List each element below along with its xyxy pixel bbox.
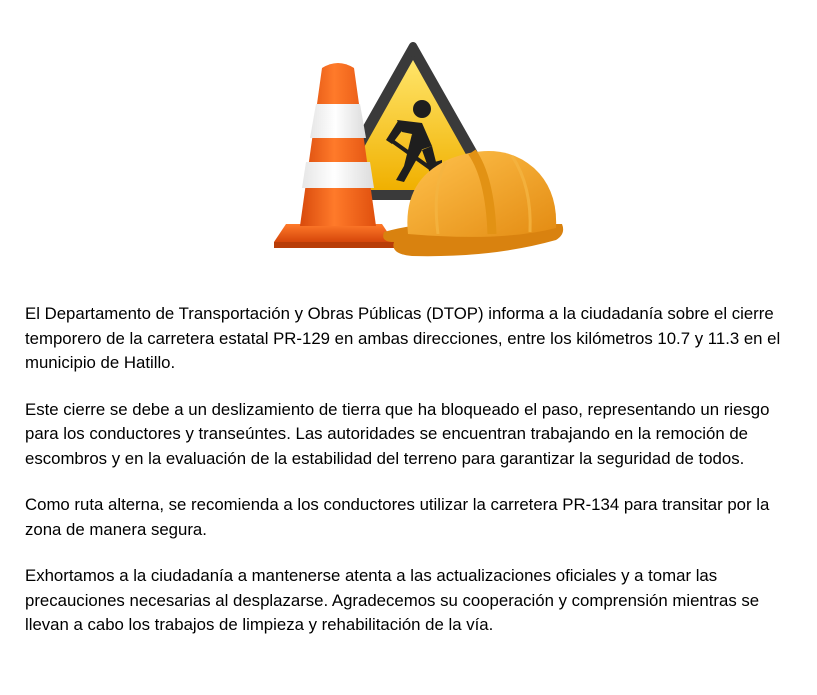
article-paragraph: Como ruta alterna, se recomienda a los conductores utilizar la carretera PR-134 para transitar por la zona de manera segura. <box>25 495 770 539</box>
news-article <box>25 302 805 660</box>
article-paragraph: El Departamento de Transportación y Obras Públicas (DTOP) informa a la ciudadanía sobre el cierre temporero de la carretera estatal PR-129 en ambas direcciones, entre los kilómetros 10.7 y 11.3 en el municipio de Hatillo. <box>25 304 781 372</box>
road-works-illustration <box>262 28 568 264</box>
article-paragraph: Este cierre se debe a un deslizamiento de tierra que ha bloqueado el paso, representando un riesgo para los conductores y transeúntes. Las autoridades se encuentran trabajando en la remoción de escombros y en la evaluación de la estabilidad del terreno para garantizar la seguridad de todos. <box>25 399 770 468</box>
article-paragraph: Exhortamos a la ciudadanía a mantenerse atenta a las actualizaciones oficiales y a tomar las precauciones necesarias al desplazarse. Agradecemos su cooperación y comprensión mientras se llevan a cabo los trabajos de limpieza y rehabilitación de la vía. <box>25 566 760 634</box>
